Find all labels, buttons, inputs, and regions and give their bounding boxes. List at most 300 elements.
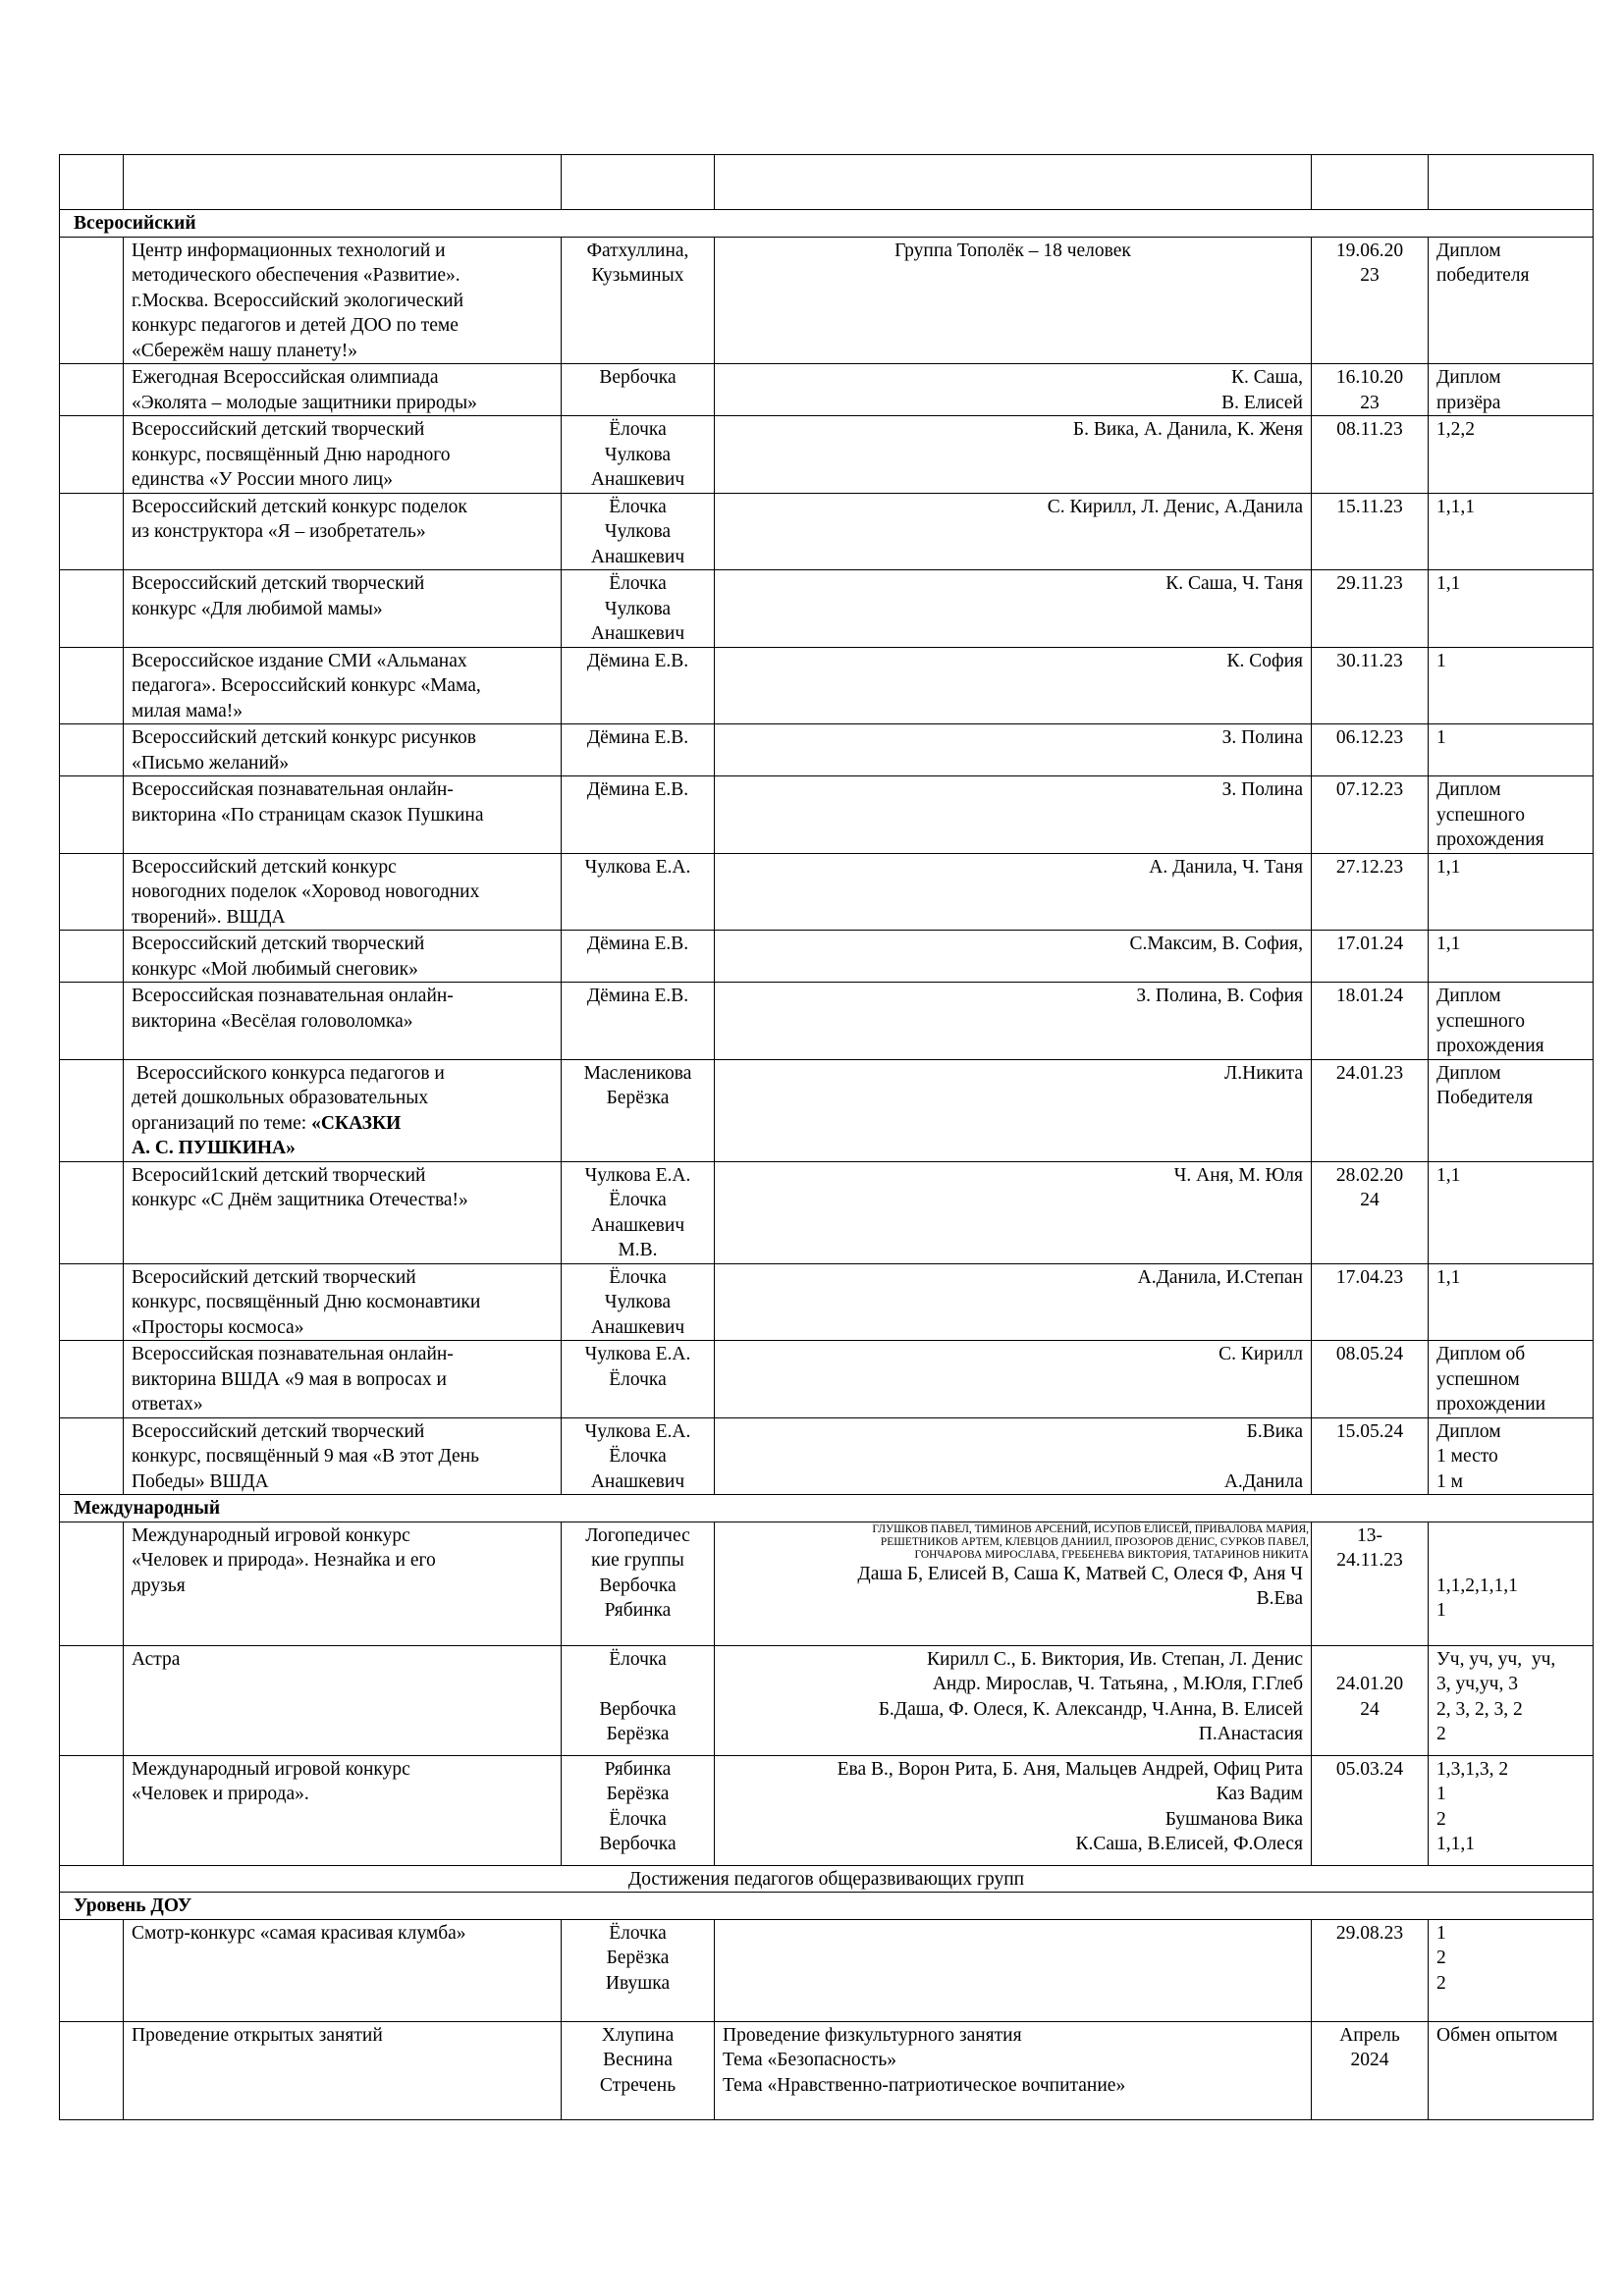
cell-line: Всероссийское издание СМИ «Альманах: [132, 650, 467, 671]
cell-line: 1,1: [1436, 573, 1461, 594]
lead-cell: [562, 1417, 715, 1495]
date-cell: [1312, 1341, 1429, 1418]
cell-line: Ёлочка: [609, 573, 667, 594]
table-row: [60, 1919, 1594, 2021]
result-cell: [1429, 1161, 1594, 1263]
cell-line: Рябинка: [604, 1758, 672, 1780]
cell-line: 1,2,2: [1436, 419, 1475, 440]
event-cell: [124, 364, 562, 416]
cell-line: С.Максим, В. София,: [1129, 934, 1303, 954]
cell-line: конкурс, посвящённый 9 мая «В этот День: [132, 1446, 479, 1467]
cell-line: Обмен опытом: [1436, 2024, 1558, 2046]
cell-line: К. Саша, Ч. Таня: [1165, 573, 1303, 594]
cell-line: Масленикова: [583, 1062, 692, 1084]
date-cell: [1312, 2021, 1429, 2119]
cell-line: организаций по теме: «СКАЗКИ: [132, 1112, 402, 1134]
cell-line: Диплом: [1436, 367, 1501, 388]
cell-line: РЕШЕТНИКОВ АРТЕМ, КЛЕВЦОВ ДАНИИЛ, ПРОЗОРОВ ДЕНИС, СУРКОВ ПАВЕЛ,: [880, 1535, 1309, 1548]
cell-line: Диплом: [1436, 986, 1501, 1006]
cell-line: В.Ева: [1256, 1588, 1303, 1609]
row-number-cell: [60, 724, 124, 776]
date-cell: [1312, 570, 1429, 648]
header-cell: [562, 155, 715, 210]
cell-line: Дёмина Е.В.: [586, 727, 689, 748]
row-number-cell: [60, 364, 124, 416]
cell-line: успешном: [1436, 1368, 1520, 1390]
cell-line: Диплом: [1436, 1420, 1501, 1442]
cell-line: [1436, 1548, 1585, 1574]
cell-line: Дёмина Е.В.: [586, 779, 689, 800]
table-row: [60, 1263, 1594, 1341]
lead-cell: [562, 2021, 715, 2119]
lead-cell: [562, 1919, 715, 2021]
table-row: [60, 1522, 1594, 1645]
cell-line: [723, 1444, 1303, 1469]
table-row: [60, 776, 1594, 854]
cell-line: 18.01.24: [1335, 986, 1404, 1006]
lead-cell: [562, 1755, 715, 1865]
participants-cell: [715, 983, 1312, 1060]
event-cell: [124, 1341, 562, 1418]
participants-cell: [715, 1645, 1312, 1755]
cell-line: конкурс «С Днём защитника Отечества!»: [132, 1190, 468, 1210]
cell-line: «Человек и природа». Незнайка и его: [132, 1550, 436, 1571]
event-cell: [124, 237, 562, 364]
cell-line: Анашкевич: [590, 469, 685, 490]
cell-line: 24: [1360, 1190, 1380, 1210]
cell-line: победителя: [1436, 265, 1530, 286]
lead-cell: [562, 364, 715, 416]
cell-line: Чулкова Е.А.: [584, 1344, 691, 1364]
date-cell: [1312, 1645, 1429, 1755]
cell-line: 08.11.23: [1336, 419, 1403, 440]
table-row: [60, 1755, 1594, 1865]
cell-line: викторина «Весёлая головоломка»: [132, 1010, 413, 1032]
table-row: [60, 853, 1594, 931]
cell-line: 24: [1360, 1698, 1380, 1720]
event-title-bold: А. С. ПУШКИНА»: [132, 1138, 296, 1158]
result-cell: [1429, 1417, 1594, 1495]
event-cell: [124, 647, 562, 724]
row-number-cell: [60, 1417, 124, 1495]
event-cell: [124, 1919, 562, 2021]
event-cell: [124, 570, 562, 648]
event-cell: [124, 1755, 562, 1865]
cell-line: Вербочка: [599, 1575, 677, 1596]
result-cell: [1429, 416, 1594, 494]
event-cell: [124, 1059, 562, 1161]
cell-line: 2: [1436, 1972, 1446, 1994]
result-cell: [1429, 724, 1594, 776]
cell-line: Хлупина: [601, 2024, 675, 2046]
participants-cell: [715, 1161, 1312, 1263]
cell-line: Кирилл С., Б. Виктория, Ив. Степан, Л. Денис: [926, 1648, 1303, 1670]
cell-line: 16.10.20: [1335, 367, 1404, 388]
cell-line: Международный игровой конкурс: [132, 1524, 410, 1546]
cell-line: конкурс педагогов и детей ДОО по теме: [132, 315, 459, 336]
cell-line: З. Полина: [1221, 727, 1303, 748]
section-teachers-banner-label: Достижения педагогов общеразвивающих групп: [60, 1865, 1594, 1893]
cell-line: 1: [1436, 1784, 1446, 1804]
event-cell: [124, 416, 562, 494]
header-cell: [60, 155, 124, 210]
table-row: [60, 724, 1594, 776]
date-cell: [1312, 724, 1429, 776]
header-cell: [124, 155, 562, 210]
section-all-russian-label: Всеросийский: [60, 210, 1594, 238]
cell-line: Дёмина Е.В.: [586, 986, 689, 1006]
cell-line: Всероссийский детский творческий: [132, 1420, 425, 1442]
table-row: [60, 1645, 1594, 1755]
cell-line: Ивушка: [605, 1972, 671, 1994]
cell-line: кие группы: [591, 1550, 684, 1571]
cell-line: Смотр-конкурс «самая красивая клумба»: [132, 1922, 466, 1944]
cell-line: Чулкова: [604, 444, 672, 465]
cell-line: призёра: [1436, 392, 1501, 413]
cell-line: ГОНЧАРОВА МИРОСЛАВА, ГРЕБЕНЕВА ВИКТОРИЯ, ТАТАРИНОВ НИКИТА: [914, 1548, 1309, 1561]
date-cell: [1312, 1919, 1429, 2021]
row-number-cell: [60, 776, 124, 854]
cell-line: Берёзка: [606, 1784, 670, 1804]
cell-line: 30.11.23: [1336, 650, 1403, 671]
cell-line: Анашкевич: [590, 1316, 685, 1338]
table-row: [60, 1341, 1594, 1418]
cell-line: Всероссийский детский творческий: [132, 573, 425, 594]
cell-line: 19.06.20: [1335, 240, 1404, 261]
cell-line: друзья: [132, 1575, 186, 1596]
cell-line: Берёзка: [606, 1724, 670, 1744]
table-row: [60, 1161, 1594, 1263]
lead-cell: [562, 1059, 715, 1161]
participants-cell: [715, 237, 1312, 364]
achievements-table: [59, 154, 1594, 2120]
cell-line: викторина «По страницам сказок Пушкина: [132, 804, 484, 826]
cell-line: 1 место: [1436, 1446, 1498, 1467]
cell-line: Анашкевич: [590, 1214, 685, 1236]
cell-line: Ёлочка: [609, 419, 667, 440]
participants-cell: [715, 647, 1312, 724]
cell-line: Б. Вика, А. Данила, К. Женя: [1072, 419, 1303, 440]
result-cell: [1429, 237, 1594, 364]
cell-line: Логопедичес: [585, 1524, 690, 1546]
row-number-cell: [60, 853, 124, 931]
cell-line: С. Кирилл: [1218, 1344, 1303, 1364]
event-cell: [124, 1522, 562, 1645]
row-number-cell: [60, 570, 124, 648]
participants-cell: [715, 1263, 1312, 1341]
row-number-cell: [60, 237, 124, 364]
date-cell: [1312, 416, 1429, 494]
cell-line: З. Полина: [1221, 779, 1303, 800]
cell-line: К.Саша, В.Елисей, Ф.Олеся: [1075, 1834, 1303, 1854]
table-row: [60, 1059, 1594, 1161]
cell-line: Всероссийская познавательная онлайн-: [132, 779, 454, 800]
lead-cell: [562, 983, 715, 1060]
cell-line: Андр. Мирослав, Ч. Татьяна, , М.Юля, Г.Глеб: [932, 1674, 1303, 1694]
cell-line: Всероссийский детский творческий: [132, 934, 425, 954]
cell-line: прохождения: [1436, 829, 1544, 850]
cell-line: Тема «Нравственно-патриотическое вочпитание»: [723, 2074, 1126, 2096]
row-number-cell: [60, 2021, 124, 2119]
event-cell: [124, 2021, 562, 2119]
cell-line: Диплом об: [1436, 1344, 1526, 1364]
event-cell: [124, 493, 562, 570]
section-international: [60, 1495, 1594, 1522]
cell-line: [723, 1921, 1303, 1947]
cell-line: 07.12.23: [1335, 779, 1404, 800]
participants-cell: [715, 853, 1312, 931]
cell-line: Апрель: [1339, 2024, 1400, 2046]
event-cell: [124, 983, 562, 1060]
header-cell: [1429, 155, 1594, 210]
cell-line: Чулкова Е.А.: [584, 1420, 691, 1442]
cell-line: Вербочка: [599, 367, 677, 388]
cell-line: Тема «Безопасность»: [723, 2050, 896, 2070]
cell-line: Вербочка: [599, 1834, 677, 1854]
date-cell: [1312, 776, 1429, 854]
date-cell: [1312, 1161, 1429, 1263]
row-number-cell: [60, 493, 124, 570]
row-number-cell: [60, 1059, 124, 1161]
participants-cell: [715, 724, 1312, 776]
cell-line: Анашкевич: [590, 623, 685, 644]
cell-line: Чулкова Е.А.: [584, 1164, 691, 1186]
cell-line: из конструктора «Я – изобретатель»: [132, 521, 426, 542]
cell-line: 2, 3, 2, 3, 2: [1436, 1698, 1523, 1720]
cell-line: Чулкова: [604, 521, 672, 542]
cell-line: 1,1: [1436, 1164, 1461, 1186]
cell-line: З. Полина, В. София: [1136, 986, 1303, 1006]
cell-line: Кузьминых: [591, 265, 684, 286]
lead-cell: [562, 1341, 715, 1418]
result-cell: [1429, 1059, 1594, 1161]
cell-line: «Письмо желаний»: [132, 752, 290, 774]
cell-line: успешного: [1436, 804, 1525, 826]
participants-cell: [715, 364, 1312, 416]
row-number-cell: [60, 1522, 124, 1645]
cell-line: Чулкова Е.А.: [584, 856, 691, 878]
table-row: [60, 364, 1594, 416]
cell-line: Проведение физкультурного занятия: [723, 2024, 1022, 2046]
result-cell: [1429, 2021, 1594, 2119]
event-cell: [124, 1417, 562, 1495]
cell-line: Всеросийский детский творческий: [132, 1266, 416, 1288]
result-cell: [1429, 1522, 1594, 1645]
cell-line: 1,1,1: [1436, 1834, 1475, 1854]
cell-line: конкурс «Мой любимый снеговик»: [132, 958, 418, 980]
cell-line: 1,3,1,3, 2: [1436, 1758, 1509, 1780]
cell-line: детей дошкольных образовательных: [132, 1088, 429, 1108]
lead-cell: [562, 1522, 715, 1645]
row-number-cell: [60, 1263, 124, 1341]
cell-line: 3, уч,уч, 3: [1436, 1674, 1518, 1694]
cell-line: Всероссийская познавательная онлайн-: [132, 986, 454, 1006]
cell-line: Рябинка: [604, 1600, 672, 1621]
cell-line: Б.Вика: [1246, 1420, 1303, 1442]
header-cell: [1312, 155, 1429, 210]
cell-line: Всероссийский детский творческий: [132, 419, 425, 440]
cell-line: Фатхуллина,: [586, 240, 689, 261]
participants-cell: [715, 1919, 1312, 2021]
row-number-cell: [60, 931, 124, 983]
event-cell: [124, 724, 562, 776]
cell-line: ГЛУШКОВ ПАВЕЛ, ТИМИНОВ АРСЕНИЙ, ИСУПОВ ЕЛИСЕЙ, ПРИВАЛОВА МАРИЯ,: [872, 1522, 1309, 1535]
cell-line: Каз Вадим: [1216, 1784, 1303, 1804]
cell-line: конкурс, посвящённый Дню народного: [132, 444, 451, 465]
date-cell: [1312, 364, 1429, 416]
cell-line: Стречень: [599, 2074, 677, 2096]
cell-line: 1,1: [1436, 856, 1461, 878]
cell-line: Всероссийский детский конкурс рисунков: [132, 727, 476, 748]
cell-line: [569, 1672, 706, 1697]
cell-line: 1,1: [1436, 1266, 1461, 1288]
event-cell: [124, 1645, 562, 1755]
participants-cell: [715, 493, 1312, 570]
row-number-cell: [60, 1161, 124, 1263]
table-row: [60, 931, 1594, 983]
cell-line: 15.11.23: [1336, 496, 1403, 517]
section-dou-level: [60, 1893, 1594, 1920]
result-cell: [1429, 364, 1594, 416]
cell-line: А.Данила: [1223, 1470, 1303, 1492]
cell-line: Ёлочка: [609, 1266, 667, 1288]
date-cell: [1312, 1755, 1429, 1865]
row-number-cell: [60, 983, 124, 1060]
cell-line: 23: [1360, 265, 1380, 286]
section-dou-level-label: Уровень ДОУ: [60, 1893, 1594, 1920]
cell-line: Бушманова Вика: [1164, 1808, 1303, 1830]
cell-line: Ёлочка: [609, 1922, 667, 1944]
cell-line: А.Данила, И.Степан: [1137, 1266, 1303, 1288]
participants-cell: [715, 776, 1312, 854]
date-cell: [1312, 931, 1429, 983]
cell-line: конкурс «Для любимой мамы»: [132, 598, 383, 619]
lead-cell: [562, 853, 715, 931]
cell-line: Всероссийский детский конкурс поделок: [132, 496, 467, 517]
cell-line: Всероссийского конкурса педагогов и: [132, 1062, 445, 1084]
cell-line: А. Данила, Ч. Таня: [1149, 856, 1303, 878]
cell-line: 2: [1436, 1948, 1446, 1968]
lead-cell: [562, 647, 715, 724]
cell-line: Анашкевич: [590, 1470, 685, 1492]
cell-line: 24.11.23: [1336, 1550, 1403, 1571]
cell-line: Ёлочка: [609, 1808, 667, 1830]
cell-line: М.В.: [618, 1240, 658, 1260]
result-cell: [1429, 1645, 1594, 1755]
cell-line: П.Анастасия: [1198, 1724, 1303, 1744]
cell-line: К. София: [1226, 650, 1303, 671]
cell-line: конкурс, посвящённый Дню космонавтики: [132, 1292, 481, 1312]
row-number-cell: [60, 1919, 124, 2021]
participants-cell: [715, 416, 1312, 494]
date-cell: [1312, 1059, 1429, 1161]
table-row: [60, 570, 1594, 648]
lead-cell: [562, 493, 715, 570]
cell-line: 29.08.23: [1335, 1922, 1404, 1944]
cell-line: 2024: [1350, 2050, 1389, 2070]
cell-line: 28.02.20: [1335, 1164, 1404, 1186]
row-number-cell: [60, 1755, 124, 1865]
result-cell: [1429, 647, 1594, 724]
date-cell: [1312, 1263, 1429, 1341]
table-row: [60, 2021, 1594, 2119]
cell-line: 23: [1360, 392, 1380, 413]
cell-line: Вербочка: [599, 1698, 677, 1720]
cell-line: «Человек и природа».: [132, 1784, 309, 1804]
section-international-label: Международный: [60, 1495, 1594, 1522]
event-cell: [124, 1263, 562, 1341]
cell-line: г.Москва. Всероссийский экологический: [132, 290, 464, 311]
cell-line: 08.05.24: [1335, 1344, 1404, 1364]
cell-line: Ёлочка: [609, 1190, 667, 1210]
cell-line: Уч, уч, уч, уч,: [1436, 1648, 1556, 1670]
cell-line: Группа Тополёк – 18 человек: [894, 240, 1131, 261]
lead-cell: [562, 1161, 715, 1263]
cell-line: «Сбережём нашу планету!»: [132, 340, 357, 361]
cell-line: милая мама!»: [132, 700, 243, 721]
result-cell: [1429, 931, 1594, 983]
row-number-cell: [60, 647, 124, 724]
cell-line: Ева В., Ворон Рита, Б. Аня, Мальцев Андрей, Офиц Рита: [837, 1758, 1303, 1780]
cell-line: Проведение открытых занятий: [132, 2024, 383, 2046]
cell-line: 17.04.23: [1335, 1266, 1404, 1288]
event-cell: [124, 1161, 562, 1263]
cell-line: 1: [1436, 727, 1446, 748]
cell-line: Ёлочка: [609, 1446, 667, 1467]
result-cell: [1429, 493, 1594, 570]
date-cell: [1312, 1522, 1429, 1645]
cell-line: Международный игровой конкурс: [132, 1758, 410, 1780]
result-cell: [1429, 1919, 1594, 2021]
cell-line: С. Кирилл, Л. Денис, А.Данила: [1047, 496, 1303, 517]
cell-line: «Просторы космоса»: [132, 1316, 304, 1338]
date-cell: [1312, 647, 1429, 724]
participants-cell: [715, 1059, 1312, 1161]
cell-line: Ёлочка: [609, 1368, 667, 1390]
date-cell: [1312, 853, 1429, 931]
cell-line: «Эколята – молодые защитники природы»: [132, 392, 477, 413]
row-number-cell: [60, 1341, 124, 1418]
event-title-bold: «СКАЗКИ: [311, 1112, 402, 1134]
cell-line: В. Елисей: [1221, 392, 1303, 413]
table-row: [60, 237, 1594, 364]
header-cell: [715, 155, 1312, 210]
cell-line: 24.01.23: [1335, 1062, 1404, 1084]
cell-line: 1: [1436, 650, 1446, 671]
cell-line: 1: [1436, 1922, 1446, 1944]
cell-line: Победителя: [1436, 1088, 1534, 1108]
participants-cell: [715, 570, 1312, 648]
participants-cell: [715, 1522, 1312, 1645]
date-cell: [1312, 983, 1429, 1060]
cell-line: Победы» ВШДА: [132, 1470, 269, 1492]
cell-line: Диплом: [1436, 779, 1501, 800]
row-number-cell: [60, 416, 124, 494]
lead-cell: [562, 724, 715, 776]
cell-line: Ежегодная Всероссийская олимпиада: [132, 367, 439, 388]
result-cell: [1429, 1755, 1594, 1865]
cell-line: единства «У России много лиц»: [132, 469, 393, 490]
cell-line: 2: [1436, 1724, 1446, 1744]
cell-line: 17.01.24: [1335, 934, 1404, 954]
cell-line: 15.05.24: [1335, 1420, 1404, 1442]
cell-line: Веснина: [603, 2050, 673, 2070]
table-row: [60, 493, 1594, 570]
cell-line: Даша Б, Елисей В, Саша К, Матвей С, Олеся Ф, Аня Ч: [857, 1563, 1303, 1584]
cell-line: 24.01.20: [1335, 1674, 1404, 1694]
lead-cell: [562, 1263, 715, 1341]
cell-line: Чулкова: [604, 598, 672, 619]
